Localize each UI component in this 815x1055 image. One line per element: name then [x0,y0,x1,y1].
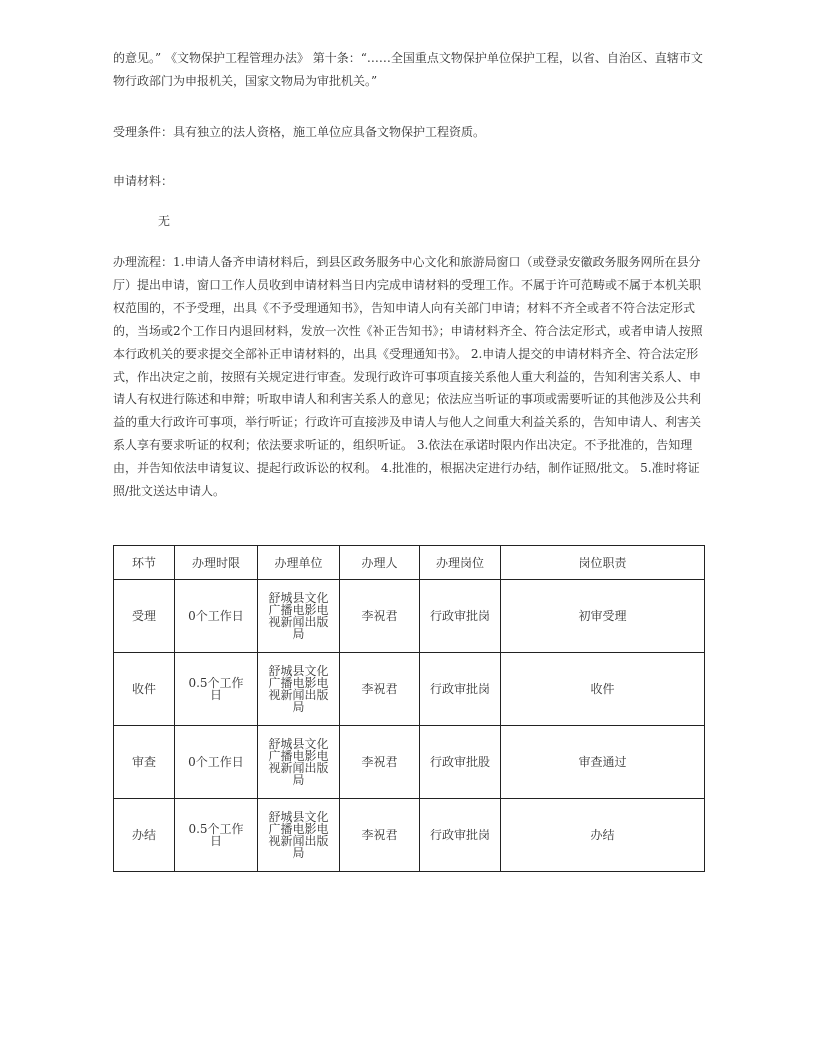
cell-handler: 李祝君 [340,580,420,653]
cell-unit [258,726,340,799]
cell-duty: 收件 [501,653,705,726]
cell-handler: 李祝君 [340,726,420,799]
cell-time-limit-text: 0个工作日 [188,609,244,623]
cell-time-limit [175,726,258,799]
materials-value: 无 [158,214,171,228]
cell-unit-text: 舒城县文化广播电影电视新闻出版局 [268,664,329,714]
cell-unit [258,580,340,653]
process-steps-table [113,545,705,872]
cell-unit-text: 舒城县文化广播电影电视新闻出版局 [268,737,329,787]
cell-step: 受理 [114,580,175,653]
cell-step: 审查 [114,726,175,799]
cell-unit-text: 舒城县文化广播电影电视新闻出版局 [268,591,329,641]
cell-duty: 审查通过 [501,726,705,799]
header-time-limit: 办理时限 [175,546,258,580]
table-row [114,726,705,799]
cell-unit [258,653,340,726]
law-excerpt-paragraph: 的意见。” 《文物保护工程管理办法》 第十条：“……全国重点文物保护单位保护工程，以省、自治区、直辖市文物行政部门为申报机关，国家文物局为审批机关。” [113,51,703,88]
cell-step: 收件 [114,653,175,726]
table-row [114,799,705,872]
cell-post: 行政审批股 [420,726,501,799]
cell-unit [258,799,340,872]
cell-time-limit [175,653,258,726]
materials-label: 申请材料： [113,174,174,188]
cell-duty: 初审受理 [501,580,705,653]
cell-time-limit-text: 0个工作日 [188,755,244,769]
header-post: 办理岗位 [420,546,501,580]
table-row [114,653,705,726]
cell-handler: 李祝君 [340,799,420,872]
header-step: 环节 [114,546,175,580]
table-row [114,580,705,653]
cell-time-limit-text: 0.5个工作日 [188,676,244,702]
header-duty: 岗位职责 [501,546,705,580]
cell-time-limit [175,580,258,653]
cell-post: 行政审批岗 [420,653,501,726]
cell-duty: 办结 [501,799,705,872]
cell-step: 办结 [114,799,175,872]
cell-time-limit [175,799,258,872]
cell-time-limit-text: 0.5个工作日 [188,822,244,848]
cell-post: 行政审批岗 [420,580,501,653]
acceptance-conditions-paragraph: 受理条件：具有独立的法人资格，施工单位应具备文物保护工程资质。 [113,125,486,139]
cell-handler: 李祝君 [340,653,420,726]
header-handler: 办理人 [340,546,420,580]
cell-unit-text: 舒城县文化广播电影电视新闻出版局 [268,810,329,860]
cell-post: 行政审批岗 [420,799,501,872]
header-unit: 办理单位 [258,546,340,580]
table-header-row [114,546,705,580]
process-paragraph: 办理流程：1.申请人备齐申请材料后，到县区政务服务中心文化和旅游局窗口（或登录安徽政务服务网所在县分厅）提出申请，窗口工作人员收到申请材料当日内完成申请材料的受理工作。不属于许可范畴或不属于本机关职权范围的，不予受理，出具《不予受理通知书》，告知申请人向有关部门申请；材料不齐全或者不符合法定形式的，当场或2个工作日内退回材料，发放一次性《补正告知书》；申请材料齐全、符合法定形式，或者申请人按照本行政机关的要求提交全部补正申请材料的，出具《受理通知书》。 2.申请人提交的申请材料齐全、符合法定形式，作出决定之前，按照有关规定进行审查。发现行政许可事项直接关系他人重大利益的，告知利害关系人、申请人有权进行陈述和申辩；听取申请人和利害关系人的意见；依法应当听证的事项或需要听证的其他涉及公共利益的重大行政许可事项，举行听证；行政许可直接涉及申请人与他人之间重大利益关系的，告知申请人、利害关系人享有要求听证的权利；依法要求听证的，组织听证。 3.依法在承诺时限内作出决定。不予批准的，告知理由，并告知依法申请复议、提起行政诉讼的权利。 4.批准的，根据决定进行办结，制作证照/批文。 5.准时将证照/批文送达申请人。 [113,255,703,499]
